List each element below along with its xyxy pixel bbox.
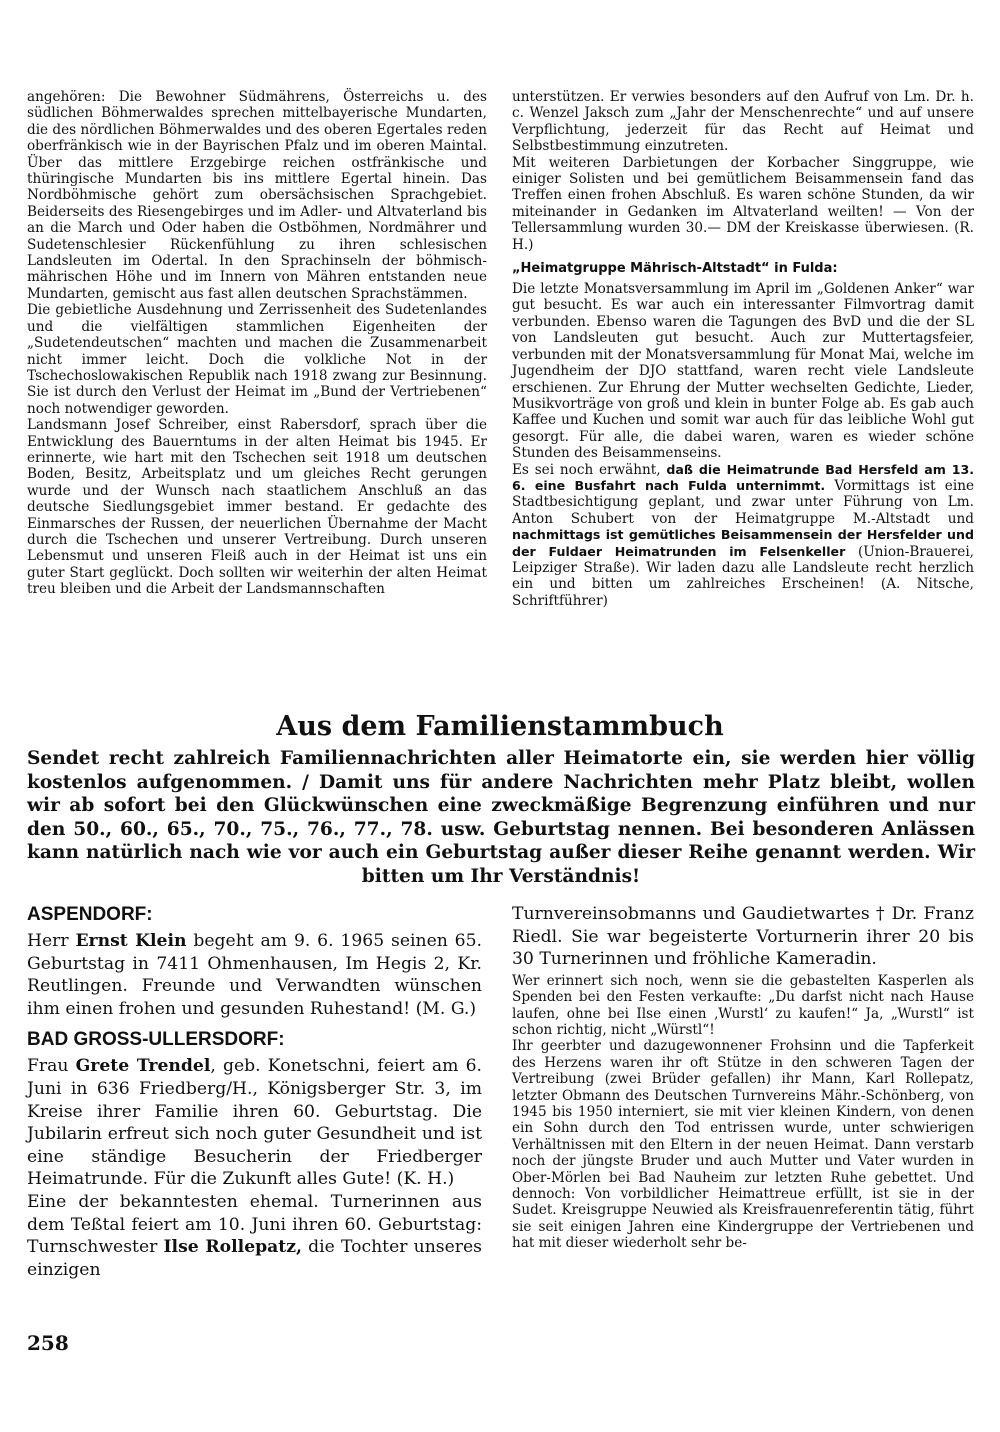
section-intro: Sendet recht zahlreich Familiennachrichten aller Heimatorte ein, sie werden hier völlig kostenlos aufgenommen. / Damit uns für andere Nachrichten mehr Platz bleibt, wollen wir ab sofort bei den Glückwünschen eine zweckmäßige Begrenzung einführen und nur den 50., 60., 65., 70., 75., 76., 77., 78. usw. Geburtstag nennen. Bei besonderen Anlässen kann natürlich nach wie vor auch ein Geburtstag außer dieser Reihe genannt werden. Wir bitten um Ihr Verständnis!	[27, 748, 975, 887]
bottom-left-column	[27, 903, 482, 1289]
bold-text-run: daß die Heimatrunde Bad Hersfeld am 13. 6. eine Busfahrt nach Fulda unternimmt.	[512, 461, 975, 493]
paragraph: Wer erinnert sich noch, wenn sie die gebastelten Kasperlen als Spenden bei den Festen verkaufte: „Du darfst nicht nach Hause laufen, ohne bei Ilse einen ‚Wurstl‘ zu kaufen!“ Ja, „Wurstl“ ist schon richtig, nicht „Würstl“!	[512, 972, 974, 1038]
bold-text-run: nachmittags ist gemütliches Beisammensein der Hersfelder und der Fuldaer Heimatrunden im Felsenkeller	[512, 527, 974, 559]
top-left-column	[27, 89, 487, 598]
text-run: begeht am 9. 6. 1965 seinen 65. Geburtstag in 7411 Ohmenhausen, Im Hegis 2, Kr. Reutlingen. Freunde und Verwandten wünschen ihm einen frohen und gesunden Ruhestand! (M. G.)	[27, 931, 483, 1019]
text-run: , geb. Konetschni, feiert am 6. Juni in 636 Friedberg/H., Königsberger Str. 3, im Kreise ihrer Familie ihren 60. Geburtstag. Die Jubilarin erfreut sich noch guter Gesundheit und ist eine ständige Besucherin der Friedberger Heimatrunde. Für die Zukunft alles Gute! (K. H.)	[27, 1056, 482, 1190]
text-run: (Union-Brauerei, Leipziger Straße). Wir laden dazu alle Landsleute recht herzlich ein und bitten um zahlreiches Erscheinen! (A. Nitsche, Schriftführer)	[512, 543, 975, 609]
paragraph: Die gebietliche Ausdehnung und Zerrissenheit des Sudetenlandes und die vielfältigen stammlichen Eigenheiten der „Sudetendeutschen“ machten und machen die Zusammenarbeit nicht immer leicht. Doch die volkliche Not in der Tschechoslowakischen Republik nach 1918 zwang zur Besinnung. Sie ist durch den Verlust der Heimat im „Bund der Vertriebenen“ noch notwendiger geworden.	[27, 302, 487, 417]
paragraph: Landsmann Josef Schreiber, einst Rabersdorf, sprach über die Entwicklung des Bauerntums in der alten Heimat bis 1945. Er erinnerte, wie hart mit den Tschechen seit 1918 um deutschen Boden, Besitz, Arbeitsplatz und um gleiches Recht gerungen wurde und der Wunsch nach staatlichem Anschluß an das deutsche Siedlungsgebiet immer bestand. Er gedachte des Einmarsches der Russen, der neuerlichen Übernahme der Macht durch die Tschechen und unserer Vertreibung. Durch unseren Lebensmut und unseren Fleiß auch in der Heimat ist uns ein guter Start geglückt. Doch sollten wir weiterhin der alten Heimat treu bleiben und die Arbeit der Landsmannschaften	[27, 417, 487, 598]
section-heading-fulda: „Heimatgruppe Mährisch-Altstadt“ in Fulda:	[512, 261, 838, 277]
place-heading-bad-gross-ullersdorf: BAD GROSS-ULLERSDORF:	[27, 1029, 285, 1051]
announcement: Turnvereinsobmanns und Gaudietwartes † Dr. Franz Riedl. Sie war begeisterte Vorturnerin ihrer 20 bis 30 Turnerinnen und fröhliche Kameradin.	[512, 904, 974, 970]
paragraph	[512, 462, 974, 610]
text-run: Vormittags ist eine Stadtbesichtigung geplant, und zwar unter Führung von Lm. Anton Schubert von der Heimatgruppe M.-Altstadt und	[512, 477, 974, 527]
place-heading-aspendorf: ASPENDORF:	[27, 904, 153, 925]
paragraph: angehören: Die Bewohner Südmährens, Österreichs u. des südlichen Böhmerwaldes sprechen mittelbayerische Mundarten, die des nördlichen Böhmerwaldes und des oberen Egertales reden oberfränkisch wie in der Bayrischen Pfalz und im oberen Maintal. Über das mittlere Erzgebirge reichen ostfränkische und thüringische Mundarten bis ins mittlere Egertal hinein. Das Nordböhmische gehört zum obersächsischen Sprachgebiet. Beiderseits des Riesengebirges und im Adler- und Altvaterland bis an die March und Oder haben die Ostböhmen, Nordmährer und Sudetenschlesier Rückenfühlung zu ihren schlesischen Landsleuten im Odertal. In den Sprachinseln der böhmisch-mährischen Höhe und im Innern von Mähren entstanden neue Mundarten, gemischt aus fast allen deutschen Sprachstämmen.	[27, 89, 487, 302]
text-run: Es sei noch erwähnt,	[512, 461, 667, 478]
section-title: Aus dem Familienstammbuch	[276, 711, 724, 742]
paragraph: Die letzte Monatsversammlung im April im „Goldenen Anker“ war gut besucht. Es war auch ein interessanter Filmvortrag damit verbunden. Ebenso waren die Tagungen des BvD und die der SL von Landsleuten gut besucht. Auch zur Muttertagsfeier, verbunden mit der Monatsversammlung für Monat Mai, welche im Jugendheim der DJO stattfand, waren recht viele Landsleute erschienen. Zur Ehrung der Mutter wechselten Gedichte, Lieder, Musikvorträge von groß und klein in bunter Folge ab. Es gab auch Kaffee und Kuchen und somit war auch für das leibliche Wohl gut gesorgt. Für alle, die dabei waren, waren es wieder schöne Stunden des Beisammenseins.	[512, 281, 974, 462]
announcement	[27, 1055, 482, 1281]
announcement	[27, 930, 482, 1020]
text-run: Herr	[27, 931, 76, 951]
text-run: Eine der bekanntesten ehemal. Turnerinnen aus dem Teßtal feiert am 10. Juni ihren 60. Geburtstag: Turnschwester	[27, 1191, 482, 1258]
person-name: Ilse Rollepatz,	[163, 1237, 302, 1258]
top-right-column	[512, 89, 974, 609]
text-run: Frau	[27, 1056, 76, 1077]
person-name: Grete Trendel	[75, 1056, 211, 1077]
bottom-right-column	[512, 903, 974, 1252]
paragraph: Mit weiteren Darbietungen der Korbacher Singgruppe, wie einiger Solisten und bei gemütlichem Beisammensein fand das Treffen einen frohen Abschluß. Es waren schöne Stunden, da wir miteinander in Gedanken im Altvaterland weilten! — Von der Tellersammlung wurden 30.— DM der Kreiskasse überwiesen. (R. H.)	[512, 154, 974, 253]
person-name: Ernst Klein	[75, 931, 187, 951]
page-number: 258	[27, 1331, 69, 1355]
paragraph: unterstützen. Er verwies besonders auf den Aufruf von Lm. Dr. h. c. Wenzel Jaksch zum „Jahr der Menschenrechte“ und auf unsere Verpflichtung, jederzeit für das Recht auf Heimat und Selbstbestimmung einzutreten.	[512, 89, 974, 155]
text-run: die Tochter unseres einzigen	[27, 1237, 482, 1280]
paragraph: Ihr geerbter und dazugewonnener Frohsinn und die Tapferkeit des Herzens waren ihr oft Stütze in den schweren Tagen der Vertreibung (zwei Brüder gefallen) ihr Mann, Karl Rollepatz, letzter Obmann des Deutschen Turnvereins Mähr.-Schönberg, von 1945 bis 1950 interniert, sie mit vier kleinen Kindern, von denen ein Sohn durch den Tod entrissen wurde, unter schwierigen Verhältnissen mit den Eltern in der neuen Heimat. Dann verstarb noch der jüngste Bruder und auch Mutter und Vater wurden in Ober-Mörlen bei Bad Nauheim zur letzten Ruhe gebettet. Und dennoch: Von vorbildlicher Heimattreue erfüllt, ist sie in der Sudet. Kreisgruppe Neuwied als Kreisfrauenreferentin tätig, führt sie seit einigen Jahren eine Kindergruppe der Vertriebenen und hat mit dieser wiederholt sehr be-	[512, 1038, 974, 1252]
